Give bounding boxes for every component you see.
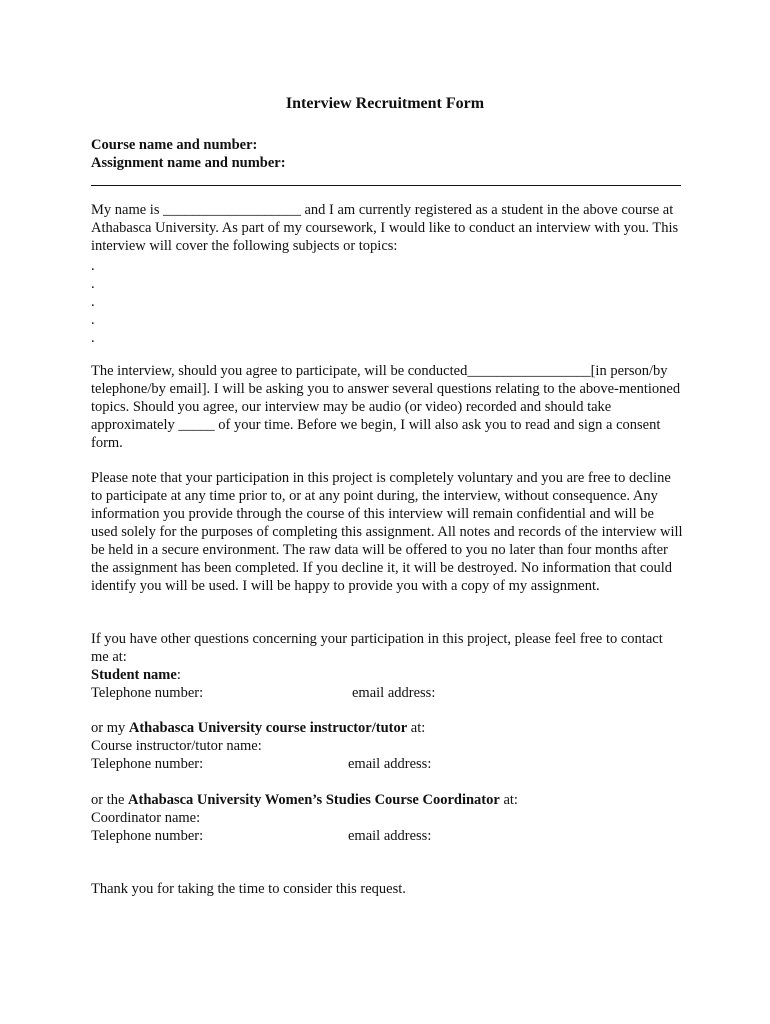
closing-line: Thank you for taking the time to consider this request.: [91, 881, 406, 897]
instructor-section: [91, 719, 683, 773]
topics-list: [91, 257, 683, 347]
divider-rule: [91, 185, 681, 186]
student-contact-line: [91, 684, 683, 702]
student-telephone-label: Telephone number:: [91, 685, 204, 701]
coordinator-contact-line: [91, 827, 683, 845]
participation-note-paragraph: Please note that your participation in this project is completely voluntary and you are free to decline to participate at any time prior to, or at any point during, the interview, without consequence. Any information you provide through the course of this interview will remain confidential and will be used solely for the purposes of completing this assignment. All notes and records of the interview will be held in a secure environment. The raw data will be offered to you no later than four months after the assignment has been completed. If you decline it, it will be destroyed. No information that could identify you will be used. I will be happy to provide you with a copy of my assignment.: [91, 470, 683, 594]
coordinator-telephone-label: Telephone number:: [91, 828, 204, 844]
student-email-label: email address:: [352, 685, 436, 701]
instructor-telephone-label: Telephone number:: [91, 756, 204, 772]
coordinator-title: Athabasca University Women’s Studies Course Coordinator: [128, 792, 500, 808]
instructor-prefix: or my: [91, 720, 129, 736]
instructor-suffix: at:: [407, 720, 426, 736]
instructor-contact-line: [91, 755, 683, 773]
topic-bullet: .: [91, 294, 95, 310]
coordinator-section: [91, 791, 683, 845]
instructor-heading: [91, 719, 683, 737]
student-name-line: [91, 666, 683, 684]
page-title: Interview Recruitment Form: [285, 95, 485, 112]
topic-bullet: .: [91, 276, 95, 292]
instructor-name-label: Course instructor/tutor name:: [91, 738, 262, 754]
instructor-title: Athabasca University course instructor/tutor: [128, 720, 408, 736]
assignment-label: Assignment name and number:: [91, 155, 286, 171]
coordinator-name-label: Coordinator name:: [91, 810, 201, 826]
contact-section: [91, 630, 683, 702]
contact-intro: If you have other questions concerning your participation in this project, please feel free to contact me at:: [91, 631, 663, 665]
coordinator-prefix: or the: [91, 792, 129, 808]
interview-paragraph: The interview, should you agree to participate, will be conducted_________________[in person/by telephone/by email]. I will be asking you to answer several questions relating to the above-mentioned topics. Should you agree, our interview may be audio (or video) recorded and should take approximately _____ of your time. Before we begin, I will also ask you to read and sign a consent form.: [91, 363, 681, 451]
intro-paragraph: My name is ___________________ and I am currently registered as a student in the above course at Athabasca University. As part of my coursework, I would like to conduct an interview with you. This interview will cover the following subjects or topics:: [91, 202, 679, 254]
coordinator-email-label: email address:: [348, 828, 432, 844]
student-name-label: Student name: [91, 667, 177, 683]
coordinator-suffix: at:: [499, 792, 518, 808]
student-name-colon: :: [176, 667, 181, 683]
topic-bullet: .: [91, 258, 95, 274]
topic-bullet: .: [91, 330, 95, 346]
course-label: Course name and number:: [91, 137, 258, 153]
topic-bullet: .: [91, 312, 95, 328]
instructor-email-label: email address:: [348, 756, 432, 772]
coordinator-heading: [91, 791, 683, 809]
